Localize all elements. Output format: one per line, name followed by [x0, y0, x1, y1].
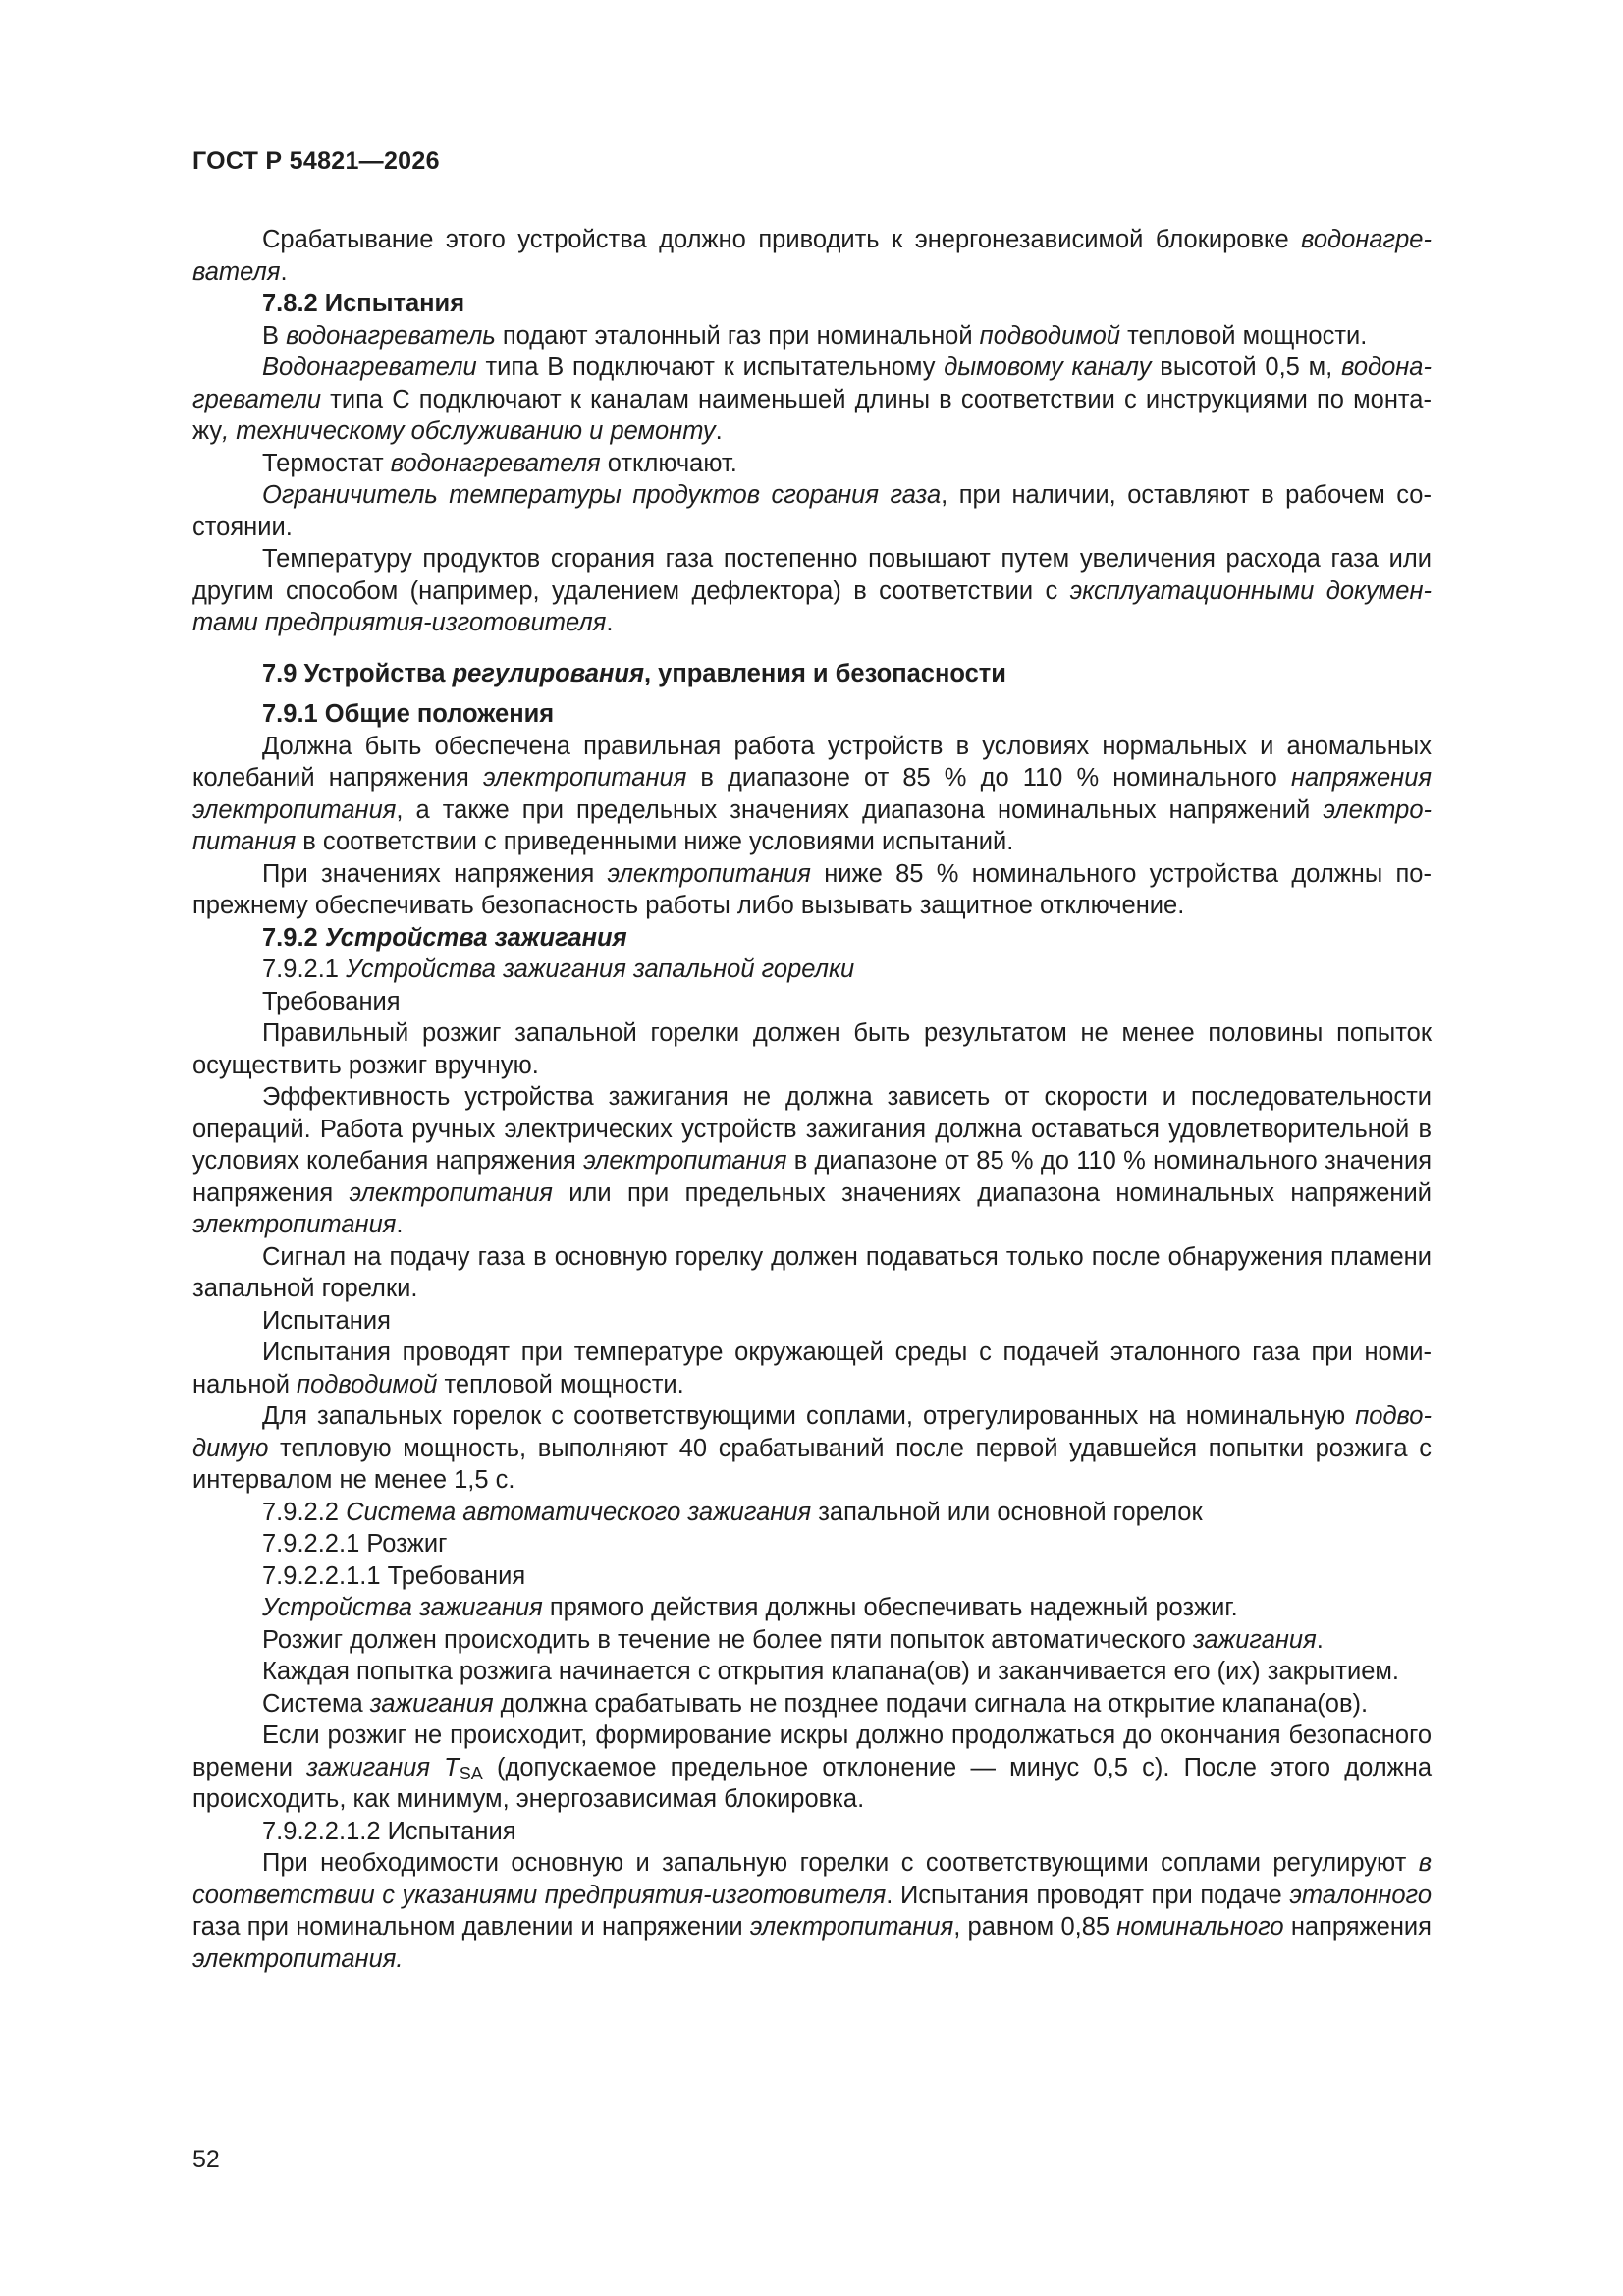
paragraph: Испытания — [262, 1306, 391, 1335]
paragraph: Ограничитель температуры продуктов сгорания газа, при наличии, оставляют в рабочем состоянии. — [192, 481, 1432, 541]
subsection-heading: 7.9.2.2 Система автоматического зажигания запальной или основной горелок — [262, 1498, 1203, 1526]
subsection-heading: 7.9.2.1 Устройства зажигания запальной горелки — [262, 956, 855, 983]
paragraph: Термостат водонагревателя отключают. — [262, 449, 737, 477]
standard-header: ГОСТ Р 54821—2026 — [192, 147, 440, 175]
paragraph: Эффективность устройства зажигания не должна зависеть от скорости и последовательности операций. Работа ручных электрических устройств зажигания должна оставаться удовлетворительной в условиях колебания напряжения электропитания в диапазоне от 85 % до 110 % номинального значения напряжения электропитания или при предельных значениях диапазона номинальных напряжений электропитания. — [192, 1083, 1432, 1238]
paragraph: Сигнал на подачу газа в основную горелку должен подаваться только после обнаружения пламени запальной горелки. — [192, 1242, 1432, 1302]
paragraph: Срабатывание этого устройства должно приводить к энергонезависимой блокировке водонагревателя. — [192, 226, 1432, 286]
paragraph: Температуру продуктов сгорания газа постепенно повышают путем увеличения расхода газа или другим способом (например, удалением дефлектора) в соответствии с эксплуатационными документами предприятия-изготовителя. — [192, 545, 1432, 636]
subsection-heading: 7.9.2.2.1.1 Требования — [262, 1561, 526, 1590]
paragraph: Должна быть обеспечена правильная работа устройств в условиях нормальных и аномальных колебаний напряжения электропитания в диапазоне от 85 % до 110 % номинального напряжения электропитания, а также при предельных значениях диапазона номинальных напряжений электропитания в соответствии с приведенными ниже условиями испытаний. — [192, 732, 1432, 855]
paragraph: Испытания проводят при температуре окружающей среды с подачей эталонного газа при номинальной подводимой тепловой мощности. — [192, 1339, 1432, 1398]
paragraph: В водонагреватель подают эталонный газ при номинальной подводимой тепловой мощности. — [262, 321, 1368, 350]
paragraph: Каждая попытка розжига начинается с открытия клапана(ов) и заканчивается его (их) закрытием. — [262, 1658, 1399, 1685]
paragraph: При необходимости основную и запальную горелки с соответствующими соплами регулируют в соответствии с указаниями предприятия-изготовителя. Испытания проводят при подаче эталонного газа при номинальном давлении и напряжении электропитания, равном 0,85 номинального напряжения электропитания. — [192, 1849, 1432, 1973]
paragraph: Розжиг должен происходить в течение не более пяти попыток автоматического зажигания. — [262, 1625, 1324, 1654]
section-heading-7-9: 7.9 Устройства регулирования, управления и безопасности — [262, 659, 1006, 687]
subsection-heading: 7.9.2.2.1.2 Испытания — [262, 1817, 516, 1845]
document-body — [192, 224, 1432, 1975]
paragraph: Если розжиг не происходит, формирование искры должно продолжаться до окончания безопасного времени зажигания $T_{SA}$ (допускаемое предельное отклонение — минус 0,5 с). После этого должна происходить, как минимум, энергозависимая блокировка. — [192, 1722, 1433, 1813]
paragraph: Водонагреватели типа В подключают к испытательному дымовому каналу высотой 0,5 м, водонагреватели типа С подключают к каналам наименьшей длины в соответствии с инструкциями по монтажу, техническому обслуживанию и ремонту. — [192, 354, 1432, 445]
page-number: 52 — [192, 2146, 220, 2173]
section-heading-7-9-1: 7.9.1 Общие положения — [262, 700, 555, 728]
subsection-heading: 7.9.2.2.1 Розжиг — [262, 1530, 448, 1558]
section-heading-7-9-2: 7.9.2 Устройства зажигания — [262, 923, 627, 952]
paragraph: Система зажигания должна срабатывать не позднее подачи сигнала на открытие клапана(ов). — [262, 1689, 1369, 1718]
paragraph: При значениях напряжения электропитания ниже 85 % номинального устройства должны попрежнему обеспечивать безопасность работы либо вызывать защитное отключение. — [192, 859, 1432, 919]
paragraph: Устройства зажигания прямого действия должны обеспечивать надежный розжиг. — [262, 1594, 1238, 1621]
paragraph: Правильный розжиг запальной горелки должен быть результатом не менее половины попыток осуществить розжиг вручную. — [192, 1019, 1432, 1079]
paragraph: Требования — [262, 987, 401, 1015]
section-heading-7-8-2: 7.8.2 Испытания — [262, 290, 465, 317]
paragraph: Для запальных горелок с соответствующими соплами, отрегулированных на номинальную подводимую тепловую мощность, выполняют 40 срабатываний после первой удавшейся попытки розжига с интервалом не менее 1,5 с. — [192, 1402, 1432, 1494]
